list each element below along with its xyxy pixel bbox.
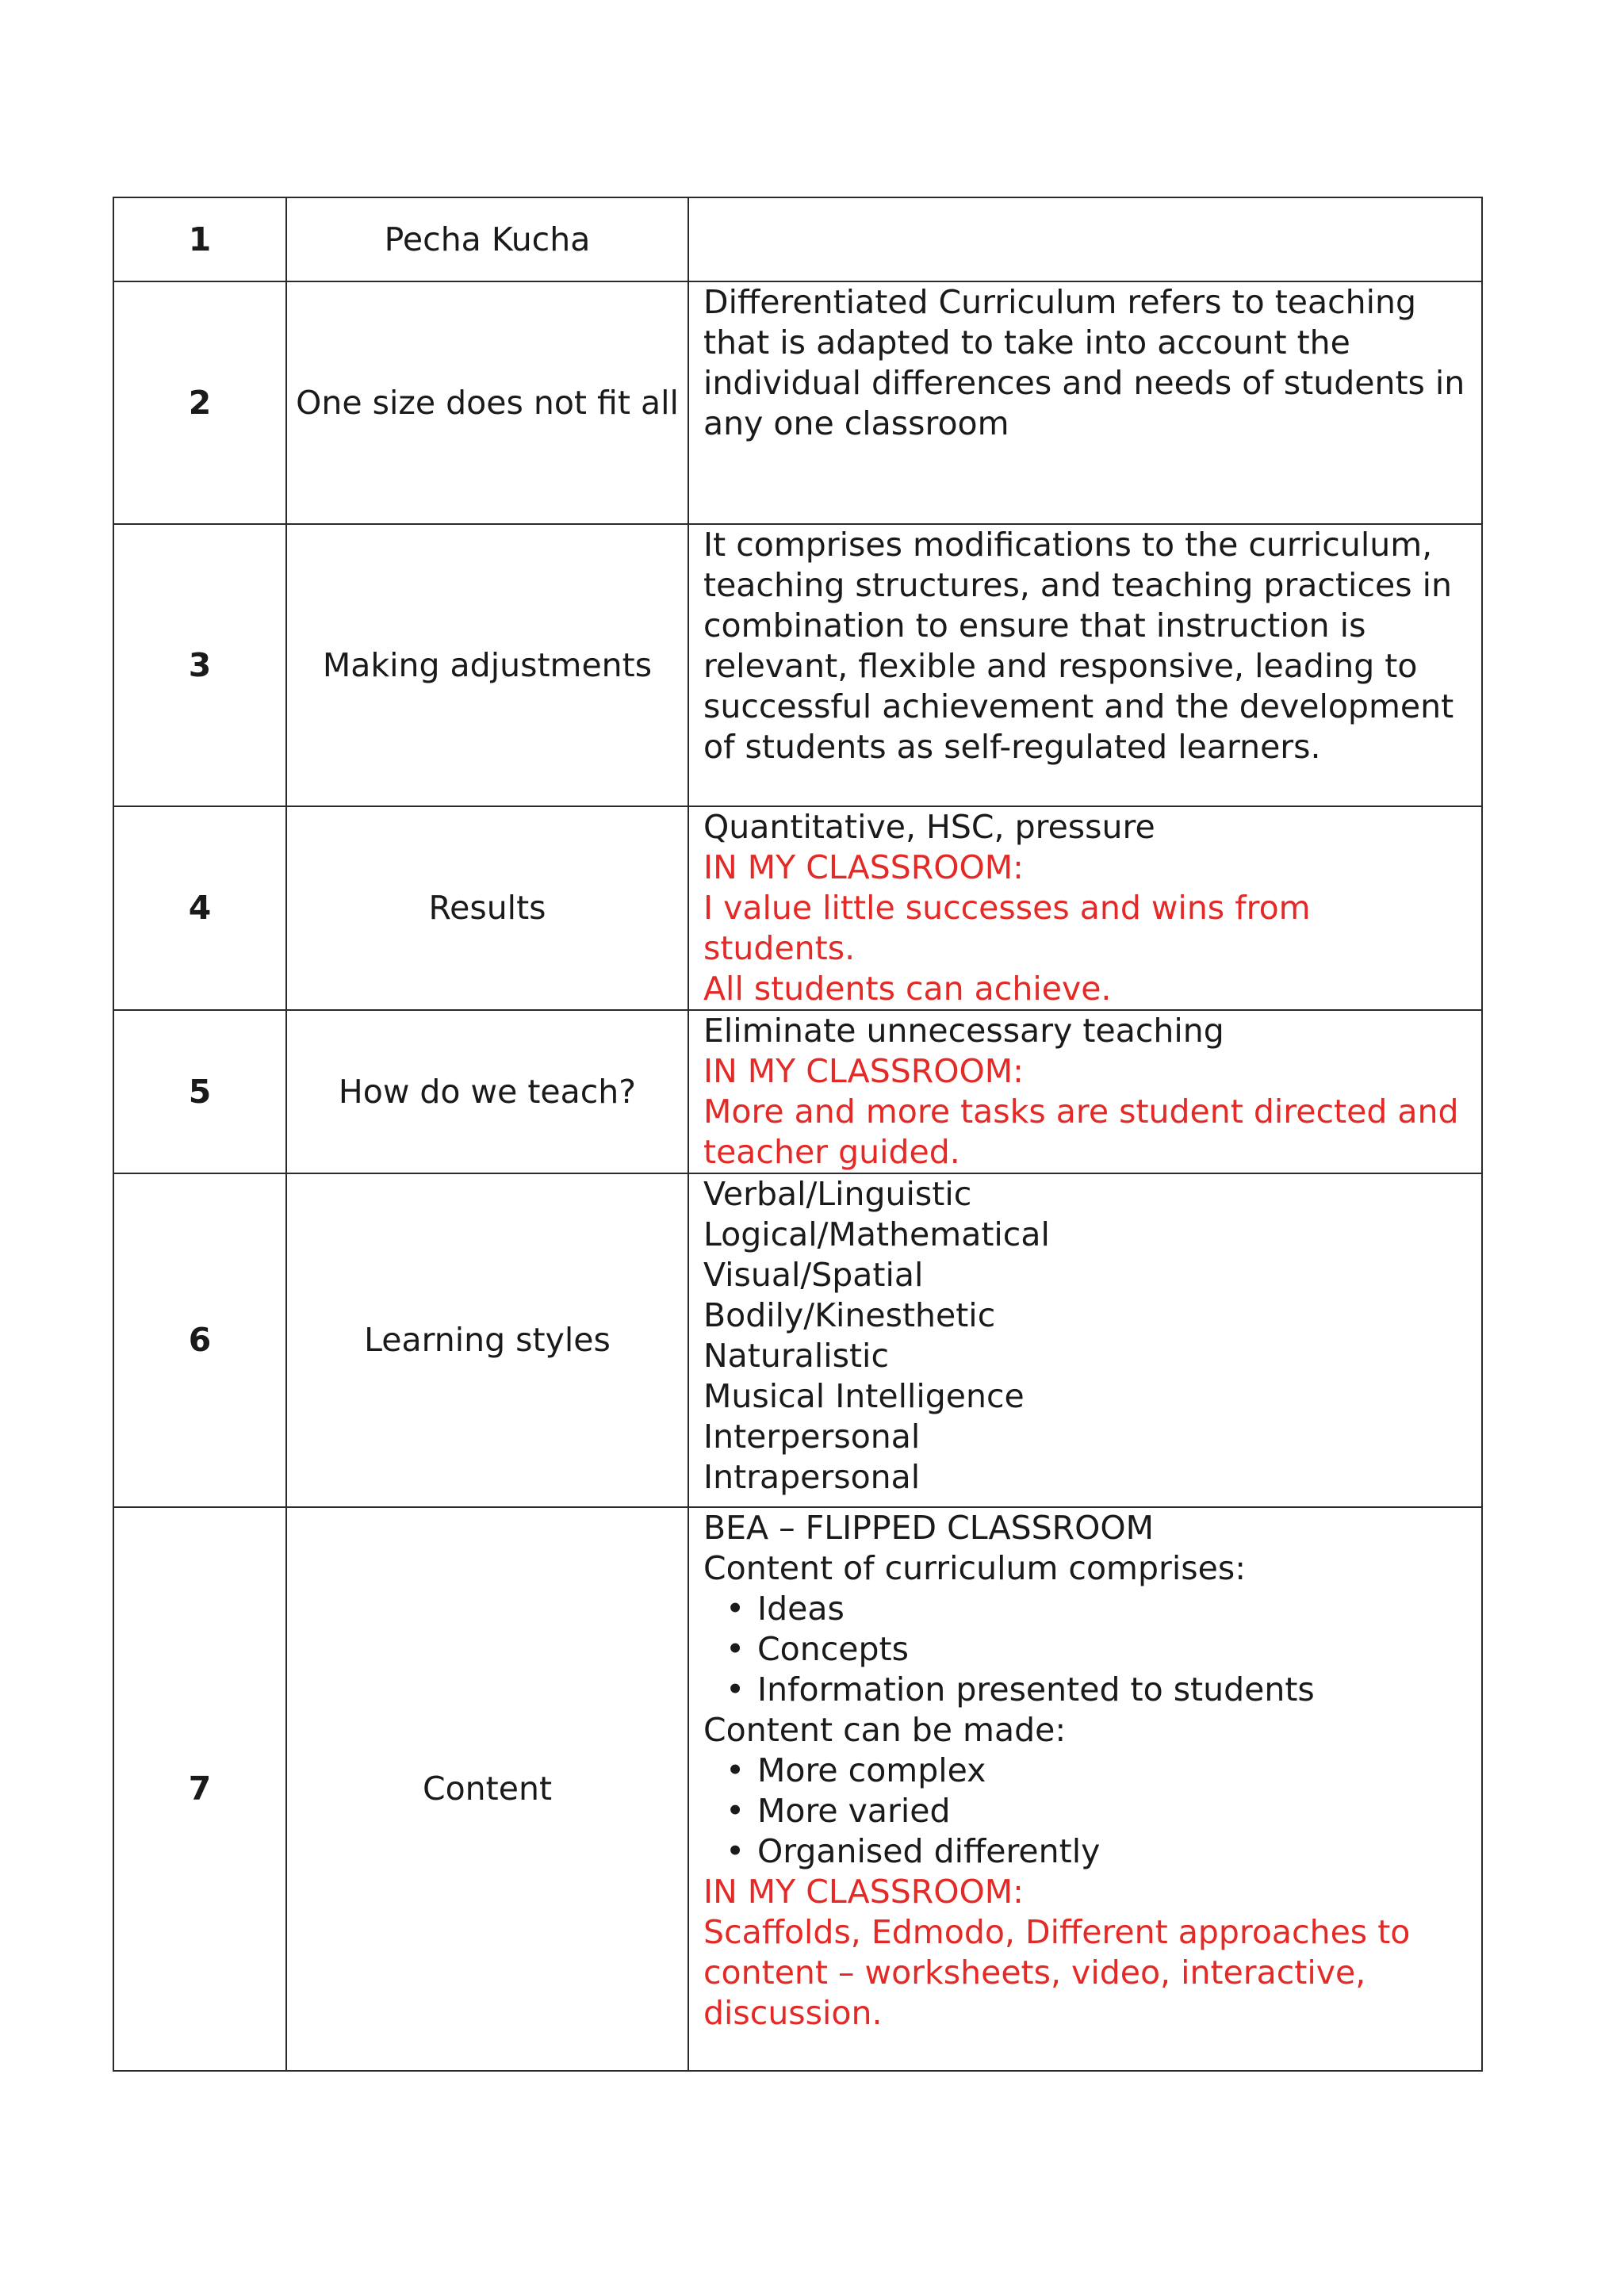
classroom-label: IN MY CLASSROOM: xyxy=(703,1052,1024,1090)
list-item-text: Information presented to students xyxy=(757,1670,1315,1709)
classroom-note: More and more tasks are student directed and xyxy=(703,1093,1459,1131)
learning-style: Verbal/Linguistic xyxy=(703,1175,972,1213)
table-row xyxy=(113,806,1482,1010)
detail-line: that is adapted to take into account the xyxy=(703,323,1350,362)
row-detail xyxy=(688,524,1482,806)
detail-line: Quantitative, HSC, pressure xyxy=(703,808,1155,846)
learning-style: Intrapersonal xyxy=(703,1458,921,1496)
detail-line: successful achievement and the development xyxy=(703,687,1454,725)
bullet-icon: • xyxy=(726,1792,745,1830)
detail-line: Eliminate unnecessary teaching xyxy=(703,1012,1224,1050)
learning-style: Visual/Spatial xyxy=(703,1256,924,1294)
detail-line: individual differences and needs of students in xyxy=(703,364,1465,402)
classroom-note: Scaffolds, Edmodo, Different approaches to xyxy=(703,1913,1411,1951)
table-row xyxy=(113,1010,1482,1173)
row-topic: Pecha Kucha xyxy=(286,197,688,281)
list-item-text: Ideas xyxy=(757,1590,845,1628)
content-list xyxy=(703,1751,1467,1872)
content-intro: Content can be made: xyxy=(703,1711,1067,1749)
classroom-note: I value little successes and wins from students. xyxy=(703,889,1311,967)
list-item-text: Organised differently xyxy=(757,1832,1101,1870)
list-item xyxy=(703,1831,1467,1872)
pecha-kucha-table xyxy=(113,197,1483,2072)
bullet-icon: • xyxy=(726,1751,745,1789)
list-item xyxy=(703,1751,1467,1791)
list-item xyxy=(703,1791,1467,1831)
bullet-icon: • xyxy=(726,1832,745,1870)
content-list xyxy=(703,1589,1467,1710)
row-detail xyxy=(688,1173,1482,1507)
row-number: 7 xyxy=(113,1507,286,2071)
detail-line: of students as self-regulated learners. xyxy=(703,728,1321,766)
row-detail xyxy=(688,281,1482,524)
table-row xyxy=(113,197,1482,281)
learning-style: Musical Intelligence xyxy=(703,1377,1025,1415)
row-topic: Content xyxy=(286,1507,688,2071)
table-row xyxy=(113,1173,1482,1507)
row-detail xyxy=(688,1507,1482,2071)
row-number: 4 xyxy=(113,806,286,1010)
row-number: 5 xyxy=(113,1010,286,1173)
detail-line: Differentiated Curriculum refers to teaching xyxy=(703,283,1417,321)
row-topic: One size does not fit all xyxy=(286,281,688,524)
detail-line: combination to ensure that instruction is xyxy=(703,607,1366,645)
row-topic: Learning styles xyxy=(286,1173,688,1507)
list-item xyxy=(703,1670,1467,1710)
list-item xyxy=(703,1629,1467,1670)
list-item-text: More complex xyxy=(757,1751,986,1789)
row-topic: Making adjustments xyxy=(286,524,688,806)
content-heading: BEA – FLIPPED CLASSROOM xyxy=(703,1509,1155,1547)
detail-line: any one classroom xyxy=(703,404,1009,442)
learning-style: Interpersonal xyxy=(703,1418,921,1456)
classroom-note: teacher guided. xyxy=(703,1133,960,1171)
classroom-note: content – worksheets, video, interactive, xyxy=(703,1954,1366,1992)
table-row xyxy=(113,1507,1482,2071)
row-number: 2 xyxy=(113,281,286,524)
table-row xyxy=(113,524,1482,806)
detail-line: relevant, flexible and responsive, leading to xyxy=(703,647,1418,685)
classroom-label: IN MY CLASSROOM: xyxy=(703,848,1024,886)
list-item-text: Concepts xyxy=(757,1630,909,1668)
learning-style: Logical/Mathematical xyxy=(703,1215,1050,1253)
list-item-text: More varied xyxy=(757,1792,951,1830)
row-topic: Results xyxy=(286,806,688,1010)
classroom-label: IN MY CLASSROOM: xyxy=(703,1873,1024,1911)
bullet-icon: • xyxy=(726,1670,745,1709)
row-detail xyxy=(688,197,1482,281)
list-item xyxy=(703,1589,1467,1629)
classroom-note: discussion. xyxy=(703,1994,883,2032)
learning-style: Bodily/Kinesthetic xyxy=(703,1296,996,1334)
row-detail xyxy=(688,806,1482,1010)
detail-line: teaching structures, and teaching practices in xyxy=(703,566,1452,604)
classroom-note: All students can achieve. xyxy=(703,970,1112,1008)
table-row xyxy=(113,281,1482,524)
row-topic: How do we teach? xyxy=(286,1010,688,1173)
content-intro: Content of curriculum comprises: xyxy=(703,1549,1247,1587)
row-number: 1 xyxy=(113,197,286,281)
bullet-icon: • xyxy=(726,1590,745,1628)
row-number: 6 xyxy=(113,1173,286,1507)
row-detail xyxy=(688,1010,1482,1173)
row-number: 3 xyxy=(113,524,286,806)
learning-style: Naturalistic xyxy=(703,1337,889,1375)
detail-line: It comprises modifications to the curriculum, xyxy=(703,526,1433,564)
bullet-icon: • xyxy=(726,1630,745,1668)
